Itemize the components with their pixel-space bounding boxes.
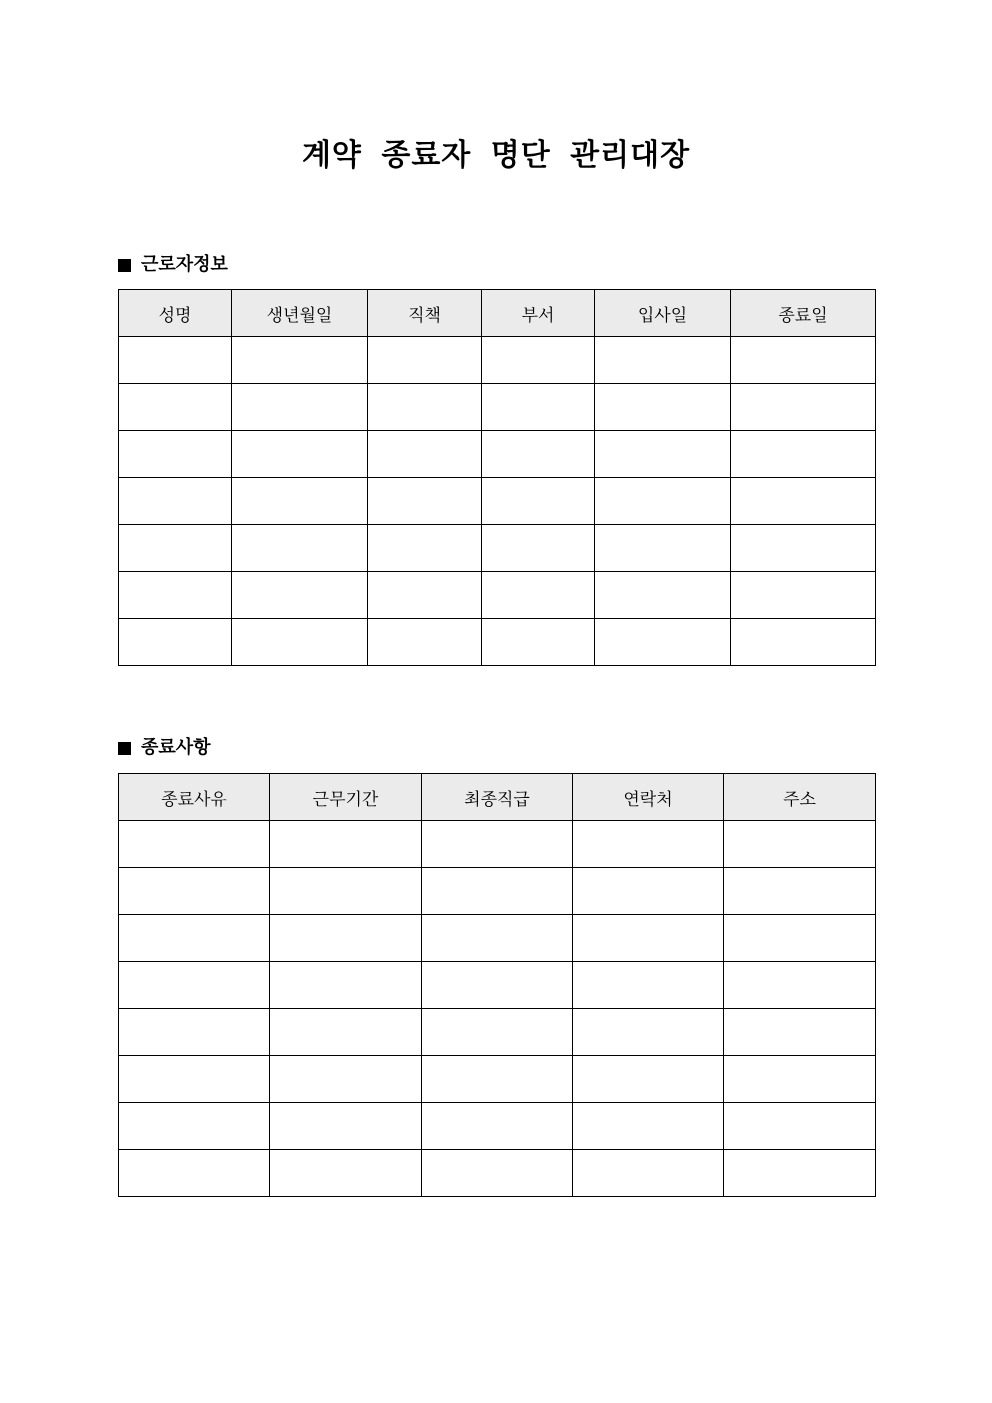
column-header-position: 직책 bbox=[368, 290, 482, 337]
table-cell[interactable] bbox=[724, 962, 876, 1009]
table-cell[interactable] bbox=[119, 431, 232, 478]
table-row bbox=[119, 1009, 876, 1056]
column-header-hire-date: 입사일 bbox=[595, 290, 731, 337]
table-row bbox=[119, 384, 876, 431]
table-cell[interactable] bbox=[368, 525, 482, 572]
table-cell[interactable] bbox=[731, 384, 876, 431]
table-cell[interactable] bbox=[724, 1056, 876, 1103]
table-cell[interactable] bbox=[482, 525, 595, 572]
table-cell[interactable] bbox=[270, 1150, 422, 1197]
table-cell[interactable] bbox=[368, 337, 482, 384]
column-header-final-rank: 최종직급 bbox=[422, 774, 573, 821]
table-cell[interactable] bbox=[270, 962, 422, 1009]
table-row bbox=[119, 337, 876, 384]
table-cell[interactable] bbox=[119, 868, 270, 915]
table-cell[interactable] bbox=[595, 572, 731, 619]
table-cell[interactable] bbox=[731, 431, 876, 478]
table-cell[interactable] bbox=[270, 1103, 422, 1150]
table-cell[interactable] bbox=[270, 821, 422, 868]
table-cell[interactable] bbox=[119, 962, 270, 1009]
table-cell[interactable] bbox=[482, 384, 595, 431]
table-cell[interactable] bbox=[232, 431, 368, 478]
table-cell[interactable] bbox=[482, 572, 595, 619]
table-row bbox=[119, 821, 876, 868]
square-bullet-icon bbox=[118, 742, 131, 755]
table-cell[interactable] bbox=[119, 478, 232, 525]
table-row bbox=[119, 1056, 876, 1103]
table-row bbox=[119, 572, 876, 619]
table-header-row bbox=[119, 290, 876, 337]
table-cell[interactable] bbox=[724, 1103, 876, 1150]
section-heading-label: 근로자정보 bbox=[141, 254, 228, 275]
table-cell[interactable] bbox=[573, 821, 724, 868]
table-cell[interactable] bbox=[731, 478, 876, 525]
table-cell[interactable] bbox=[482, 337, 595, 384]
table-cell[interactable] bbox=[232, 619, 368, 666]
table-cell[interactable] bbox=[119, 1056, 270, 1103]
table-cell[interactable] bbox=[119, 1009, 270, 1056]
section-heading-worker-info bbox=[118, 253, 228, 277]
table-cell[interactable] bbox=[119, 1150, 270, 1197]
table-cell[interactable] bbox=[270, 915, 422, 962]
square-bullet-icon bbox=[118, 259, 131, 272]
column-header-birthdate: 생년월일 bbox=[232, 290, 368, 337]
table-cell[interactable] bbox=[724, 1009, 876, 1056]
table-cell[interactable] bbox=[573, 1150, 724, 1197]
table-cell[interactable] bbox=[422, 915, 573, 962]
table-cell[interactable] bbox=[573, 962, 724, 1009]
table-cell[interactable] bbox=[482, 431, 595, 478]
table-cell[interactable] bbox=[482, 619, 595, 666]
table-cell[interactable] bbox=[573, 915, 724, 962]
termination-table bbox=[118, 773, 876, 1197]
column-header-name: 성명 bbox=[119, 290, 232, 337]
table-cell[interactable] bbox=[595, 525, 731, 572]
table-cell[interactable] bbox=[232, 384, 368, 431]
table-row bbox=[119, 1103, 876, 1150]
table-cell[interactable] bbox=[270, 1056, 422, 1103]
table-cell[interactable] bbox=[368, 478, 482, 525]
table-cell[interactable] bbox=[119, 525, 232, 572]
table-row bbox=[119, 915, 876, 962]
table-cell[interactable] bbox=[232, 337, 368, 384]
table-cell[interactable] bbox=[119, 384, 232, 431]
table-header-row bbox=[119, 774, 876, 821]
table-cell[interactable] bbox=[422, 962, 573, 1009]
table-cell[interactable] bbox=[595, 431, 731, 478]
table-row bbox=[119, 868, 876, 915]
table-cell[interactable] bbox=[573, 1009, 724, 1056]
table-cell[interactable] bbox=[573, 1056, 724, 1103]
table-cell[interactable] bbox=[573, 868, 724, 915]
column-header-address: 주소 bbox=[724, 774, 876, 821]
table-cell[interactable] bbox=[119, 619, 232, 666]
table-cell[interactable] bbox=[731, 572, 876, 619]
table-cell[interactable] bbox=[232, 572, 368, 619]
page-title: 계약 종료자 명단 관리대장 bbox=[301, 138, 691, 173]
column-header-end-date: 종료일 bbox=[731, 290, 876, 337]
column-header-department: 부서 bbox=[482, 290, 595, 337]
table-cell[interactable] bbox=[368, 384, 482, 431]
table-cell[interactable] bbox=[270, 1009, 422, 1056]
column-header-contact: 연락처 bbox=[573, 774, 724, 821]
table-cell[interactable] bbox=[270, 868, 422, 915]
table-cell[interactable] bbox=[422, 868, 573, 915]
table-row bbox=[119, 1150, 876, 1197]
table-cell[interactable] bbox=[119, 821, 270, 868]
table-cell[interactable] bbox=[119, 915, 270, 962]
table-cell[interactable] bbox=[232, 478, 368, 525]
section-heading-label: 종료사항 bbox=[141, 737, 211, 758]
table-cell[interactable] bbox=[119, 1103, 270, 1150]
section-heading-termination bbox=[118, 736, 211, 760]
table-cell[interactable] bbox=[119, 572, 232, 619]
table-cell[interactable] bbox=[724, 868, 876, 915]
table-row bbox=[119, 619, 876, 666]
worker-info-table bbox=[118, 289, 876, 666]
table-cell[interactable] bbox=[724, 915, 876, 962]
table-cell[interactable] bbox=[724, 821, 876, 868]
table-cell[interactable] bbox=[482, 478, 595, 525]
table-cell[interactable] bbox=[724, 1150, 876, 1197]
table-cell[interactable] bbox=[731, 525, 876, 572]
table-cell[interactable] bbox=[595, 478, 731, 525]
table-cell[interactable] bbox=[422, 1056, 573, 1103]
table-cell[interactable] bbox=[422, 1150, 573, 1197]
table-cell[interactable] bbox=[731, 337, 876, 384]
table-row bbox=[119, 431, 876, 478]
table-row bbox=[119, 525, 876, 572]
table-cell[interactable] bbox=[595, 384, 731, 431]
table-cell[interactable] bbox=[368, 431, 482, 478]
column-header-reason: 종료사유 bbox=[119, 774, 270, 821]
table-cell[interactable] bbox=[422, 1103, 573, 1150]
column-header-work-period: 근무기간 bbox=[270, 774, 422, 821]
table-cell[interactable] bbox=[119, 337, 232, 384]
table-cell[interactable] bbox=[368, 572, 482, 619]
table-cell[interactable] bbox=[595, 337, 731, 384]
table-cell[interactable] bbox=[422, 821, 573, 868]
table-row bbox=[119, 478, 876, 525]
table-cell[interactable] bbox=[731, 619, 876, 666]
table-row bbox=[119, 962, 876, 1009]
table-cell[interactable] bbox=[232, 525, 368, 572]
table-cell[interactable] bbox=[573, 1103, 724, 1150]
table-cell[interactable] bbox=[368, 619, 482, 666]
table-cell[interactable] bbox=[595, 619, 731, 666]
table-cell[interactable] bbox=[422, 1009, 573, 1056]
